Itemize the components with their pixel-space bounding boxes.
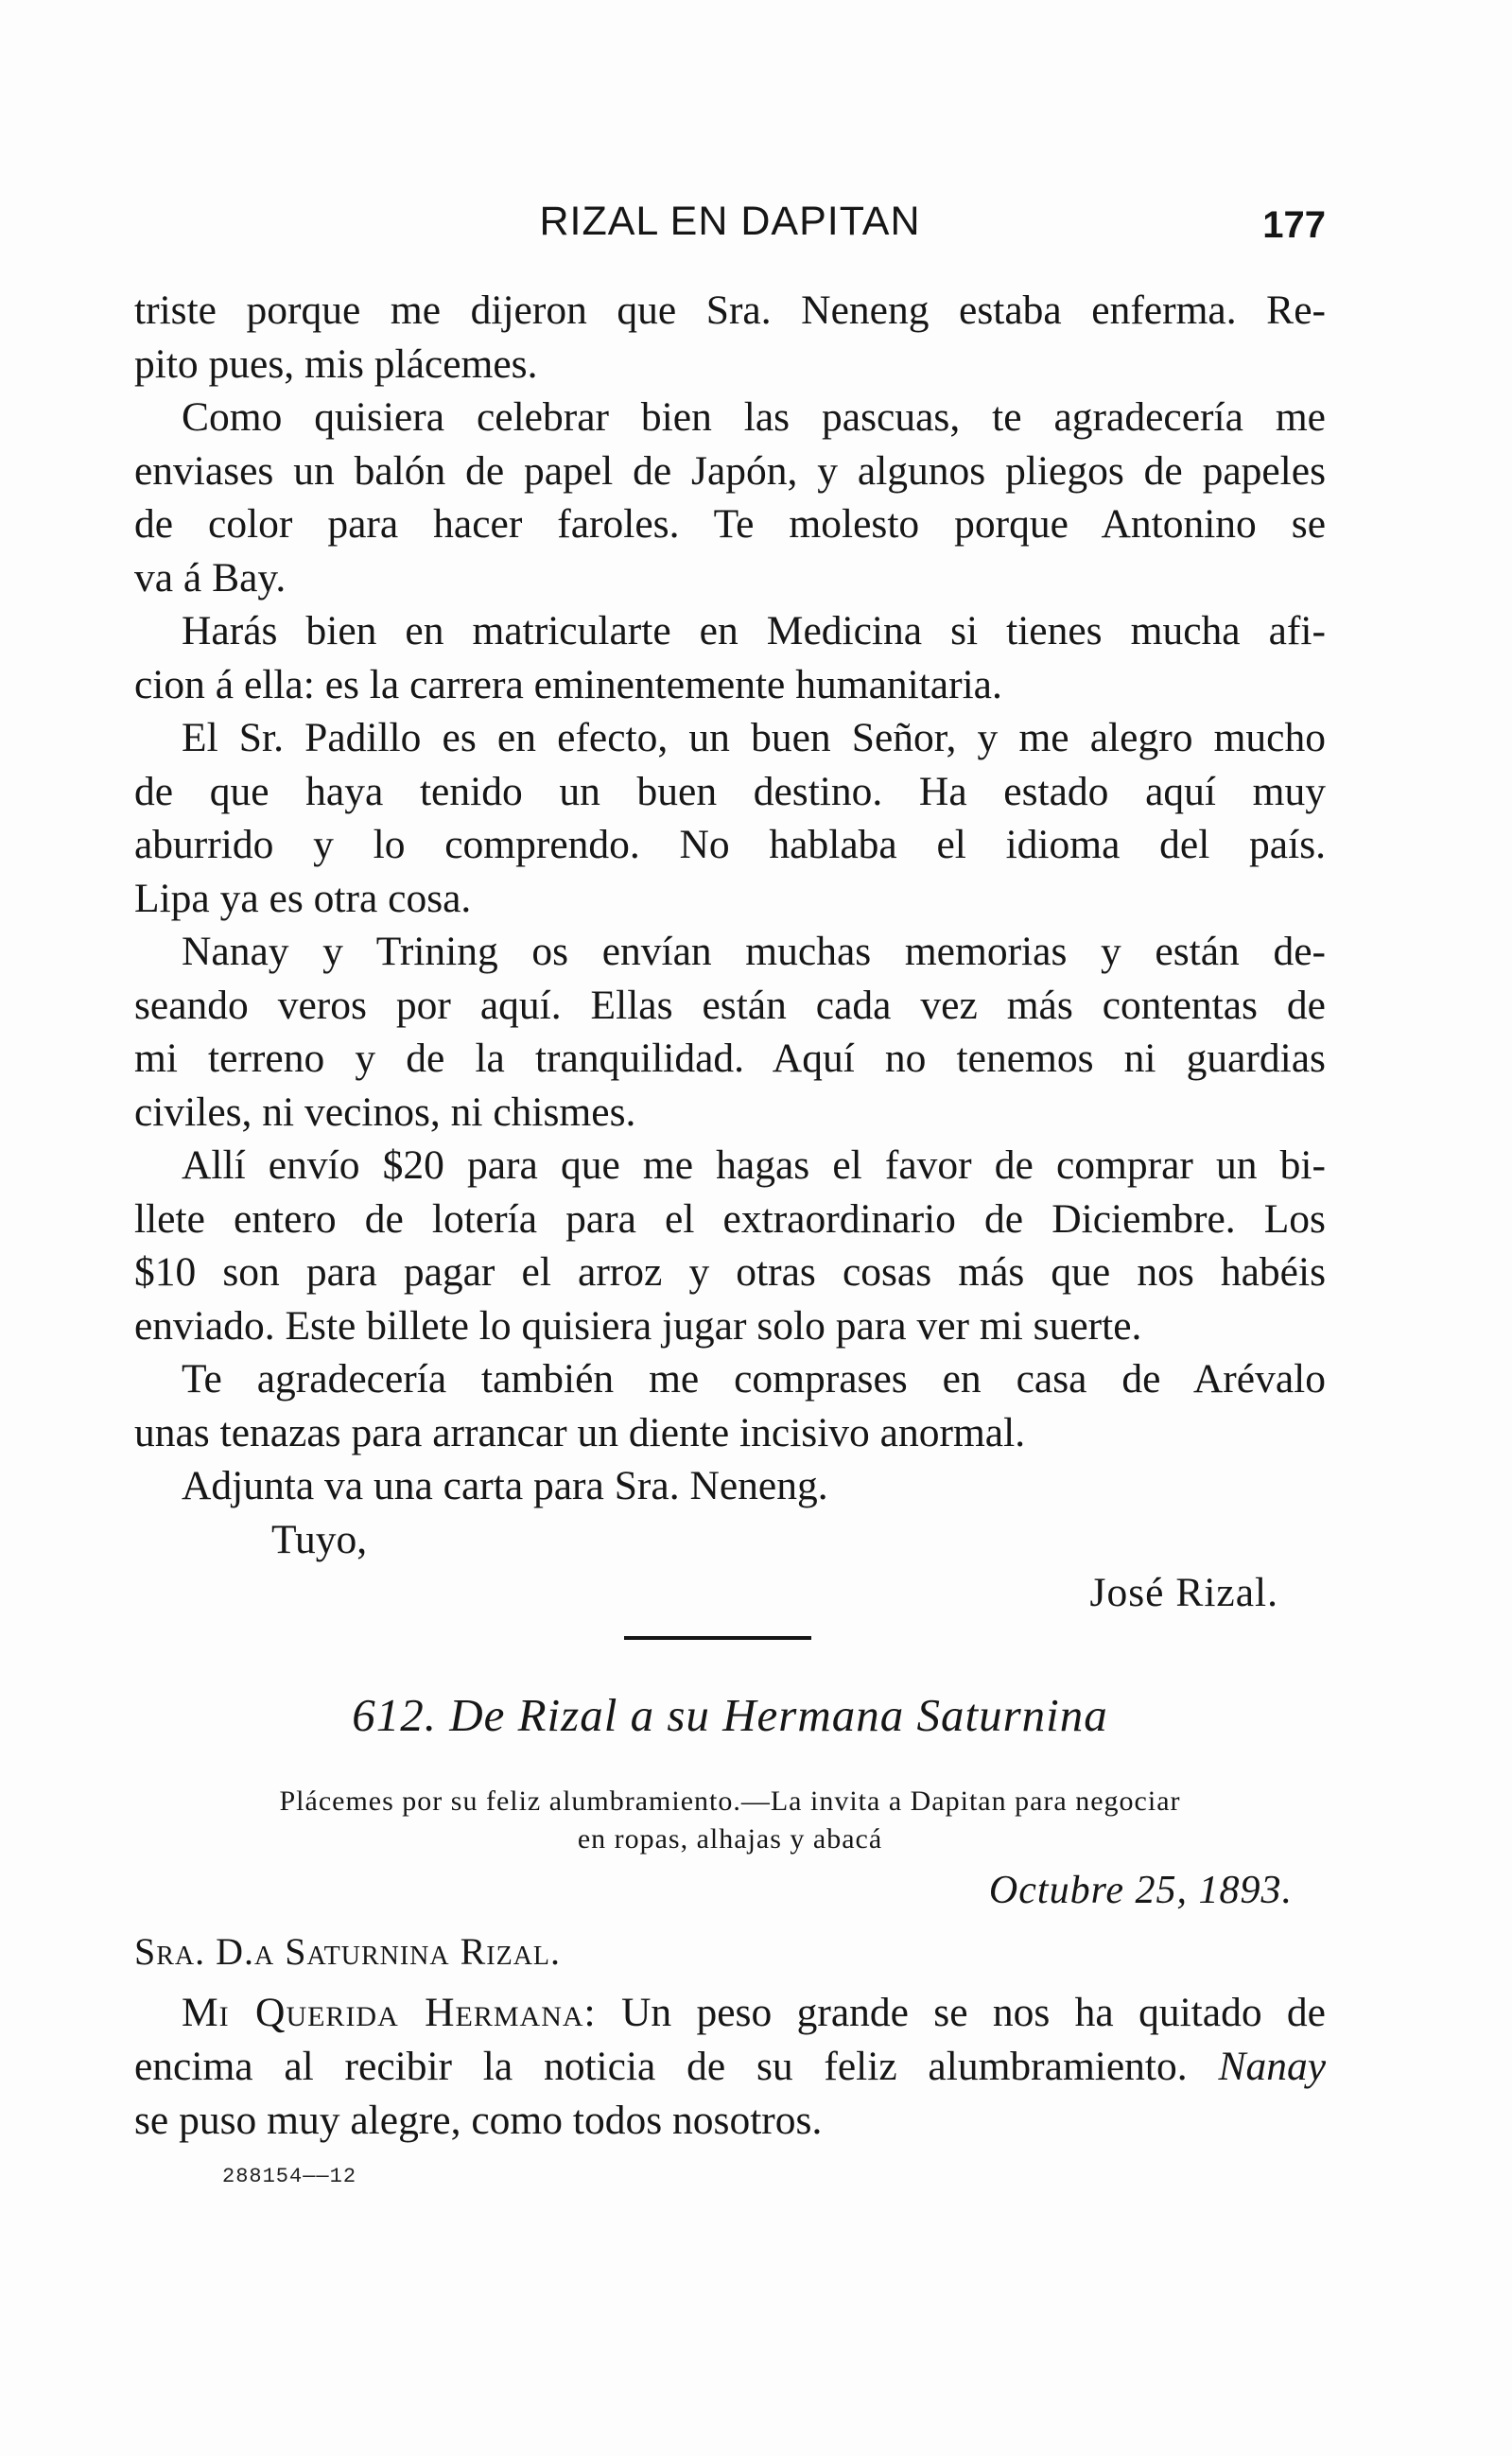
italic-word: Nanay [1218, 2044, 1327, 2089]
letter-611-body [134, 284, 1326, 1620]
text-fragment: encima al recibir la noticia de su feliz alumbramiento. [134, 2044, 1188, 2089]
letter-signature: José Rizal. [1089, 1570, 1278, 1615]
text-line: Harás bien en matricularte en Medicina si tienes mucha afi- [182, 608, 1326, 653]
text-line [134, 1986, 1326, 2040]
text-line: triste porque me dijeron que Sra. Neneng estaba enferma. Re- [134, 287, 1326, 333]
letter-612-title: 612. De Rizal a su Hermana Saturnina [352, 1689, 1108, 1741]
printer-signature-mark: 288154——12 [222, 2165, 357, 2188]
section-divider [624, 1636, 811, 1640]
page-header [134, 199, 1326, 255]
letter-date: Octubre 25, 1893. [988, 1869, 1293, 1912]
text-line: Te agradecería también me comprases en casa de Arévalo [182, 1356, 1326, 1402]
text-line: El Sr. Padillo es en efecto, un buen Señor, y me alegro mucho [182, 715, 1326, 760]
text-line: $10 son para pagar el arroz y otras cosas más que nos habéis [134, 1249, 1326, 1295]
salutation: Mi Querida Hermana: [182, 1990, 597, 2035]
text-line: enviases un balón de papel de Japón, y algunos pliegos de papeles [134, 447, 1326, 494]
text-line: Nanay y Trining os envían muchas memorias y están de- [182, 929, 1326, 974]
letter-612-body [134, 1986, 1326, 2148]
text-line: Allí envío $20 para que me hagas el favor de comprar un bi- [182, 1142, 1326, 1188]
text-fragment: Un peso grande se nos ha quitado de [596, 1990, 1326, 2035]
summary-line: Plácemes por su feliz alumbramiento.—La invita a Dapitan para negociar [279, 1785, 1181, 1817]
text-line: seando veros por aquí. Ellas están cada vez más contentas de [134, 982, 1326, 1028]
text-line: enviado. Este billete lo quisiera jugar solo para ver mi suerte. [134, 1302, 1142, 1349]
letter-closing: Tuyo, [271, 1516, 368, 1562]
text-line: unas tenazas para arrancar un diente incisivo anormal. [134, 1409, 1026, 1455]
text-line: mi terreno y de la tranquilidad. Aquí no tenemos ni guardias [134, 1036, 1326, 1081]
text-line: cion á ella: es la carrera eminentemente humanitaria. [134, 661, 1002, 707]
text-line: Como quisiera celebrar bien las pascuas, te agradecería me [182, 394, 1326, 440]
letter-612-summary [134, 1783, 1326, 1858]
text-line: Adjunta va una carta para Sra. Neneng. [182, 1463, 828, 1508]
text-line: de color para hacer faroles. Te molesto porque Antonino se [134, 501, 1326, 547]
summary-line: en ropas, alhajas y abacá [577, 1823, 883, 1855]
text-line [134, 2040, 1326, 2094]
text-line: pito pues, mis plácemes. [134, 340, 538, 387]
page-number: 177 [1262, 204, 1326, 246]
text-line: de que haya tenido un buen destino. Ha estado aquí muy [134, 768, 1326, 814]
letter-addressee: Sra. D.a Saturnina Rizal. [134, 1930, 562, 1973]
text-line: Lipa ya es otra cosa. [134, 875, 472, 921]
text-line: se puso muy alegre, como todos nosotros. [134, 2098, 823, 2143]
running-title: RIZAL EN DAPITAN [539, 199, 921, 244]
text-line: llete entero de lotería para el extraordinario de Diciembre. Los [134, 1195, 1326, 1242]
text-line: civiles, ni vecinos, ni chismes. [134, 1089, 636, 1135]
text-line: aburrido y lo comprendo. No hablaba el idioma del país. [134, 822, 1326, 867]
text-line: va á Bay. [134, 554, 287, 601]
